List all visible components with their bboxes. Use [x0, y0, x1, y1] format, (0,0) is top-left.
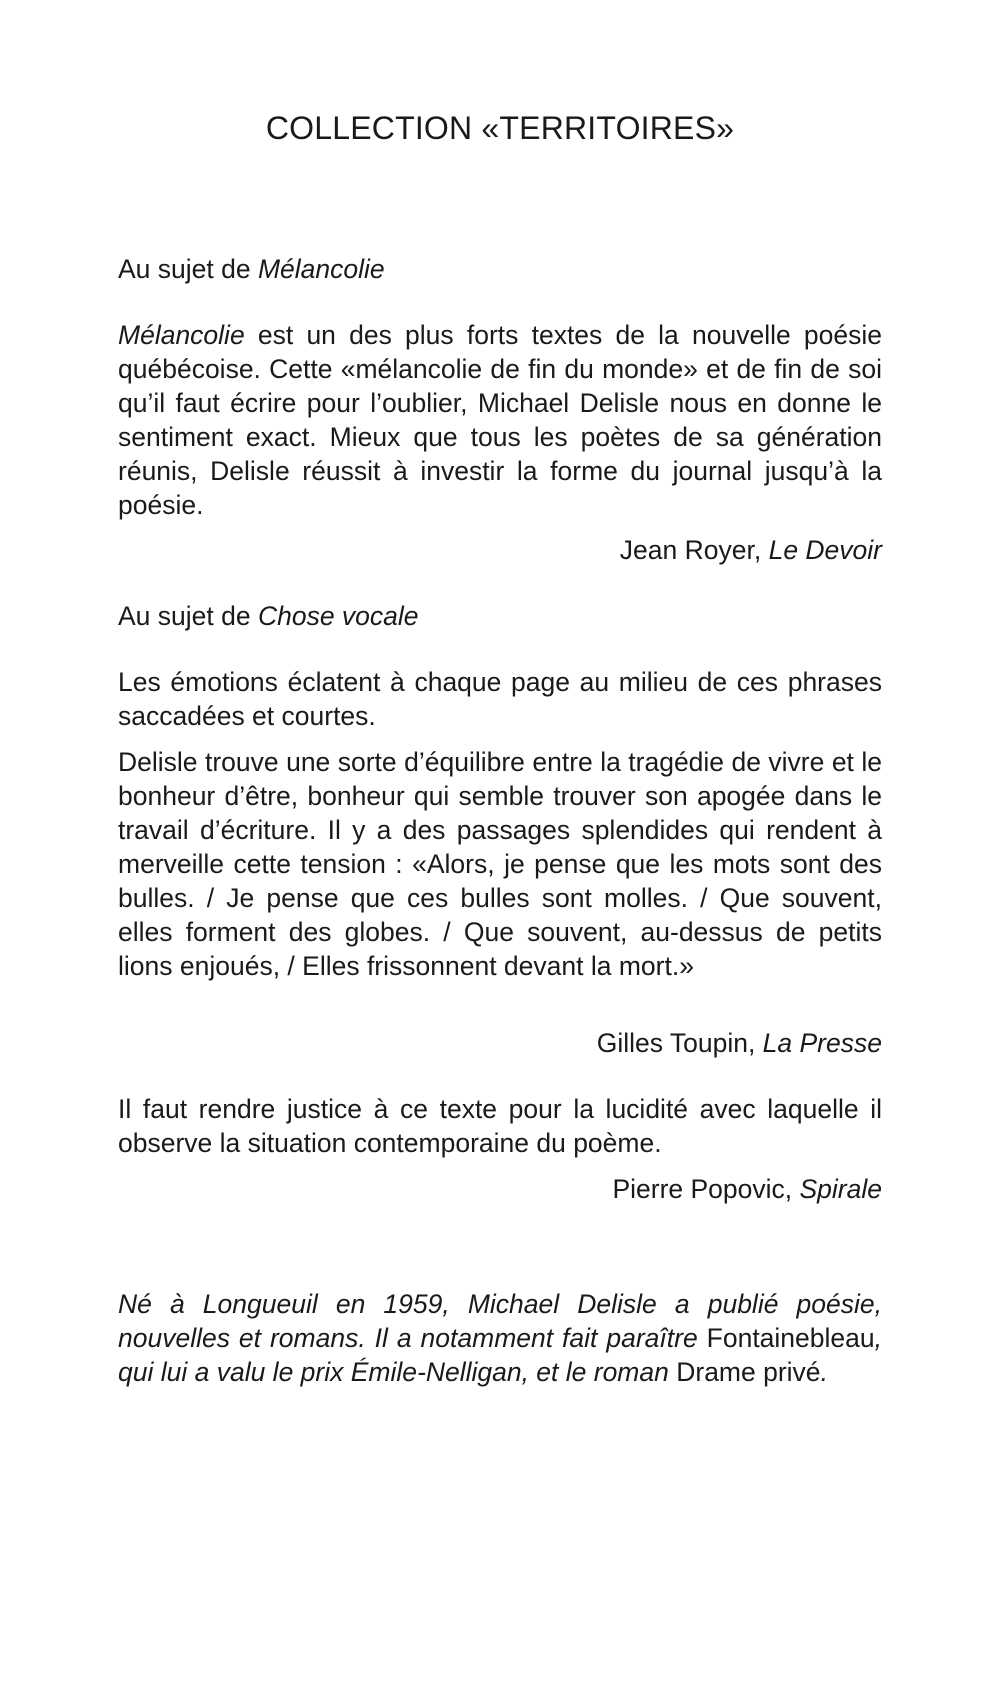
bio-book-fontainebleau: Fontainebleau: [706, 1323, 875, 1353]
attribution-source: Le Devoir: [768, 535, 882, 565]
bio-book-drame-prive: Drame privé: [676, 1357, 821, 1387]
section-heading-melancolie: [118, 252, 882, 286]
review-paragraph-3: Il faut rendre justice à ce texte pour la lucidité avec laquelle il observe la situation contemporaine du poème.: [118, 1094, 882, 1158]
attribution-author: Jean Royer,: [619, 535, 769, 565]
bio-text: Né à Longueuil en 1959, Michael Delisle a publié poésie, nouvelles et romans. Il a notamment fait paraître: [118, 1289, 882, 1353]
attribution-author: Pierre Popovic,: [612, 1174, 800, 1204]
heading-book-title: Mélancolie: [257, 254, 385, 284]
bio-text: .: [820, 1357, 828, 1387]
review-paragraph-2: Delisle trouve une sorte d’équilibre entre la tragédie de vivre et le bonheur d’être, bonheur qui semble trouver son apogée dans le travail d’écriture. Il y a des passages splendides qui rendent à merveille cette tension : «Alors, je pense que les mots sont des bulles. / Je pense que ces bulles sont molles. / Que souvent, elles forment des globes. / Que souvent, au-dessus de petits lions enjoués, / Elles frissonnent devant la mort.»: [118, 747, 882, 981]
section-heading-chose-vocale: [118, 599, 882, 633]
attribution-source: Spirale: [799, 1174, 882, 1204]
attribution-source: La Presse: [762, 1028, 882, 1058]
attribution-author: Gilles Toupin,: [596, 1028, 763, 1058]
heading-book-title: Chose vocale: [257, 601, 419, 631]
attribution-pierre-popovic: [118, 1172, 882, 1206]
heading-prefix: Au sujet de: [118, 254, 258, 284]
collection-title: COLLECTION «TERRITOIRES»: [265, 110, 735, 146]
bio-text: , qui lui a valu le prix Émile-Nelligan, et le roman: [118, 1323, 882, 1387]
review-quote-melancolie: [118, 318, 882, 522]
heading-prefix: Au sujet de: [118, 601, 258, 631]
attribution-gilles-toupin: [118, 1026, 882, 1060]
review-paragraph-1: Les émotions éclatent à chaque page au milieu de ces phrases saccadées et courtes.: [118, 667, 882, 731]
author-bio: [118, 1287, 882, 1389]
quote-book-title: Mélancolie: [118, 320, 245, 350]
attribution-jean-royer: [118, 533, 882, 567]
quote-text: est un des plus forts textes de la nouvelle poésie québécoise. Cette «mélancolie de fin du monde» et de fin de soi qu’il faut écrire pour l’oublier, Michael Delisle nous en donne le sentiment exact. Mieux que tous les poètes de sa génération réunis, Delisle réussit à investir la forme du journal jusqu’à la poésie.: [118, 320, 882, 520]
